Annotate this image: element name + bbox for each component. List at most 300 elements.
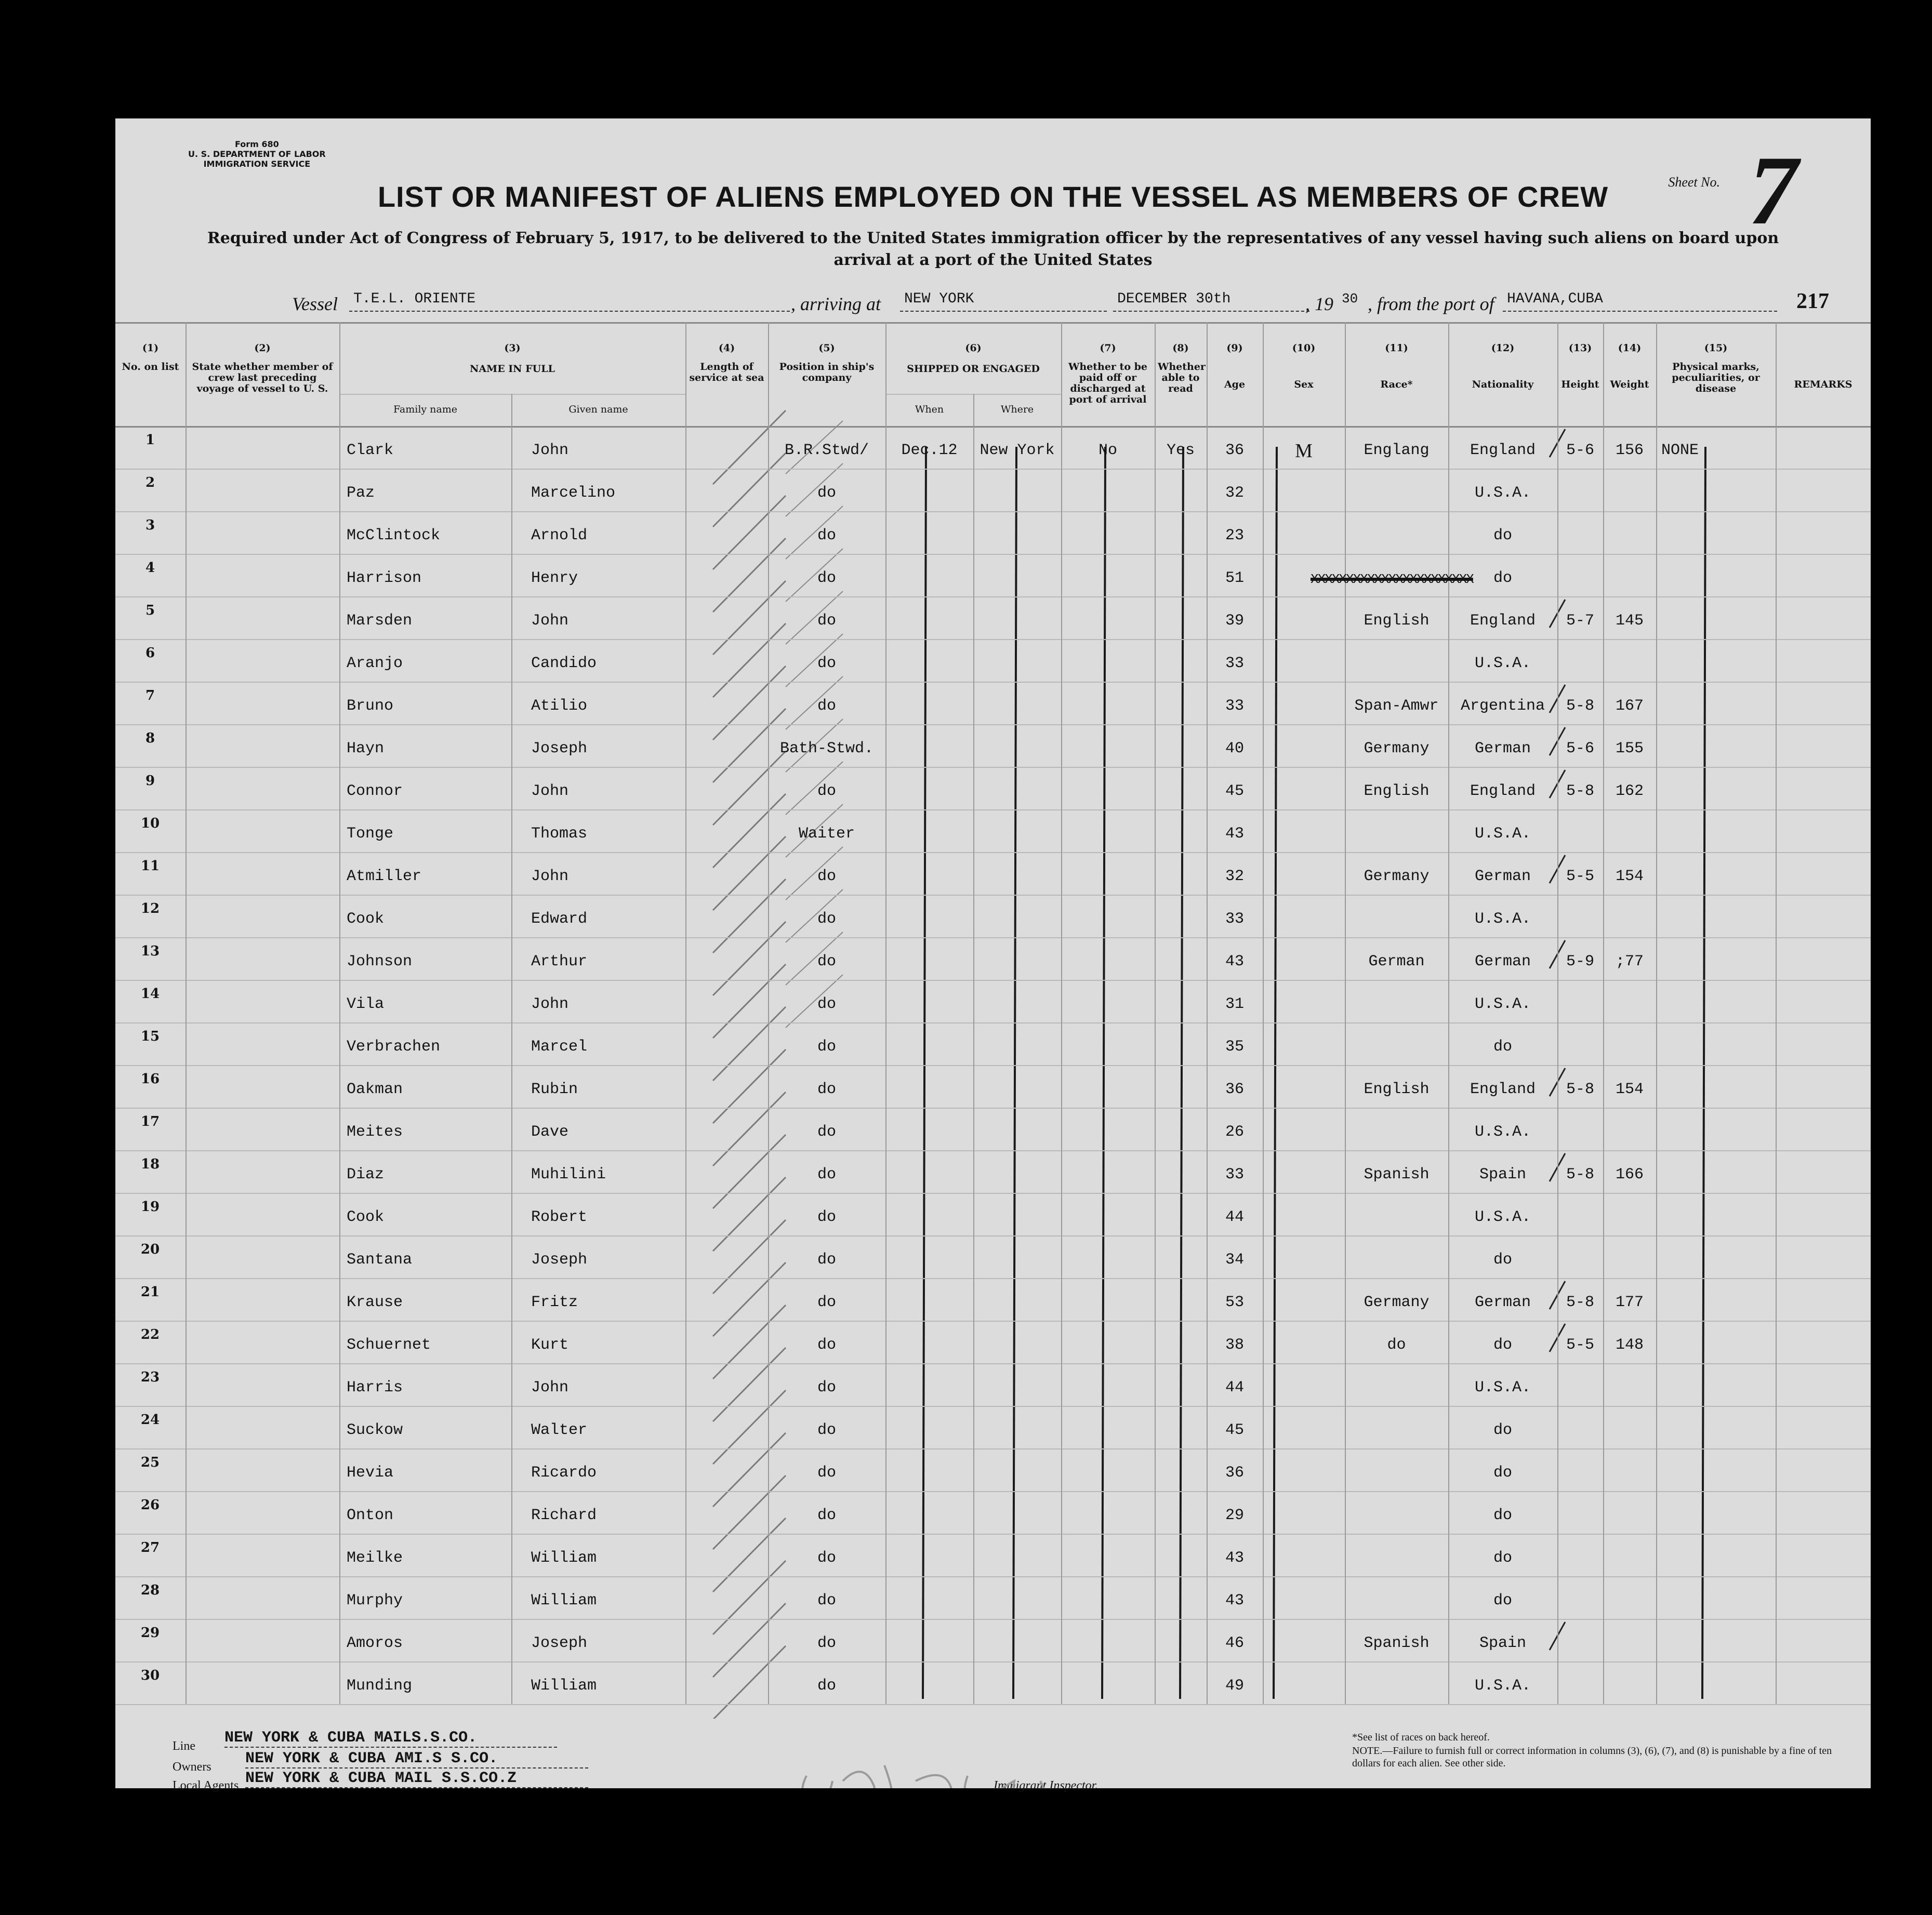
given-name-cell: Richard bbox=[531, 1507, 597, 1524]
table-row bbox=[115, 1065, 1871, 1108]
given-name-cell: Kurt bbox=[531, 1336, 569, 1354]
crew-table bbox=[115, 322, 1871, 1719]
table-row bbox=[115, 852, 1871, 895]
position-cell: do bbox=[817, 1166, 836, 1183]
position-cell: do bbox=[817, 1336, 836, 1354]
race-cell: do bbox=[1387, 1336, 1406, 1354]
position-cell: do bbox=[817, 1379, 836, 1397]
family-name-cell: Connor bbox=[347, 782, 403, 800]
given-name-cell: William bbox=[531, 1592, 597, 1610]
age-cell: 44 bbox=[1225, 1379, 1244, 1397]
line-label: Line bbox=[173, 1739, 195, 1753]
nationality-cell: do bbox=[1493, 1464, 1512, 1482]
age-cell: 43 bbox=[1225, 953, 1244, 970]
table-row bbox=[115, 1150, 1871, 1193]
nationality-cell: U.S.A. bbox=[1474, 1379, 1531, 1397]
column-subheader: Family name bbox=[393, 404, 457, 415]
position-cell: Bath-Stwd. bbox=[779, 740, 874, 757]
nationality-cell: Spain bbox=[1479, 1634, 1526, 1652]
weight-cell: 148 bbox=[1615, 1336, 1644, 1354]
column-number: (12) bbox=[1491, 342, 1515, 354]
position-cell: do bbox=[817, 1251, 836, 1269]
row-number: 6 bbox=[145, 645, 155, 661]
year-suffix: 30 bbox=[1342, 291, 1358, 307]
when-cell: Dec.12 bbox=[901, 442, 958, 459]
column-header: Position in ship's company bbox=[779, 361, 875, 383]
family-name-cell: Aranjo bbox=[347, 655, 403, 672]
column-number: (4) bbox=[718, 342, 735, 354]
given-name-cell: Joseph bbox=[531, 740, 588, 757]
given-name-cell: Joseph bbox=[531, 1251, 588, 1269]
sheet-label: Sheet No. bbox=[1668, 175, 1720, 190]
age-cell: 43 bbox=[1225, 1592, 1244, 1610]
column-number: (11) bbox=[1385, 342, 1408, 354]
age-cell: 38 bbox=[1225, 1336, 1244, 1354]
table-row bbox=[115, 1619, 1871, 1661]
manifest-sheet bbox=[115, 118, 1871, 1792]
age-cell: 23 bbox=[1225, 527, 1244, 544]
table-row bbox=[115, 554, 1871, 596]
column-header: REMARKS bbox=[1794, 379, 1852, 390]
race-cell: English bbox=[1364, 612, 1430, 630]
row-number: 30 bbox=[140, 1668, 160, 1683]
physical-marks-cell: NONE bbox=[1661, 442, 1699, 459]
table-row bbox=[115, 937, 1871, 980]
weight-cell: 154 bbox=[1615, 1081, 1644, 1098]
row-number: 3 bbox=[145, 517, 155, 533]
nationality-cell: U.S.A. bbox=[1474, 655, 1531, 672]
weight-cell: 177 bbox=[1615, 1294, 1644, 1311]
family-name-cell: Cook bbox=[347, 910, 385, 928]
age-cell: 34 bbox=[1225, 1251, 1244, 1269]
column-header: No. on list bbox=[122, 361, 179, 373]
nationality-cell: U.S.A. bbox=[1474, 1677, 1531, 1695]
given-name-cell: John bbox=[531, 868, 569, 885]
table-row bbox=[115, 1321, 1871, 1363]
row-number: 23 bbox=[140, 1369, 160, 1385]
column-number: (5) bbox=[818, 342, 835, 354]
column-number: (7) bbox=[1100, 342, 1116, 354]
age-cell: 33 bbox=[1225, 1166, 1244, 1183]
position-cell: do bbox=[817, 995, 836, 1013]
family-name-cell: Munding bbox=[347, 1677, 413, 1695]
age-cell: 26 bbox=[1225, 1123, 1244, 1141]
penalty-note: NOTE.—Failure to furnish full or correct information in columns (3), (6), (7), and (8) is punishable by a fine of ten dollars for each alien. See other side. bbox=[1352, 1745, 1832, 1769]
given-name-cell: John bbox=[531, 1379, 569, 1397]
table-row bbox=[115, 1534, 1871, 1576]
family-name-cell: Amoros bbox=[347, 1634, 403, 1652]
from-port: HAVANA,CUBA bbox=[1503, 291, 1777, 312]
family-name-cell: Hevia bbox=[347, 1464, 394, 1482]
age-cell: 51 bbox=[1225, 569, 1244, 587]
nationality-cell: England bbox=[1470, 782, 1536, 800]
nationality-cell: England bbox=[1470, 612, 1536, 630]
column-subheader: Given name bbox=[568, 404, 628, 415]
nationality-cell: Argentina bbox=[1460, 697, 1545, 715]
position-cell: do bbox=[817, 612, 836, 630]
column-number: (3) bbox=[504, 342, 521, 354]
age-cell: 29 bbox=[1225, 1507, 1244, 1524]
owners-value: NEW YORK & CUBA AMI.S S.CO. bbox=[245, 1750, 588, 1768]
given-name-cell: Marcelino bbox=[531, 484, 616, 502]
given-name-cell: Henry bbox=[531, 569, 578, 587]
given-name-cell: Muhilini bbox=[531, 1166, 606, 1183]
given-name-cell: Atilio bbox=[531, 697, 588, 715]
column-number: (14) bbox=[1618, 342, 1642, 354]
family-name-cell: Meilke bbox=[347, 1549, 403, 1567]
row-number: 17 bbox=[140, 1114, 160, 1129]
given-name-cell: Arthur bbox=[531, 953, 588, 970]
family-name-cell: Tonge bbox=[347, 825, 394, 843]
column-header: Race* bbox=[1380, 379, 1413, 390]
height-cell: 5-8 bbox=[1566, 782, 1594, 800]
age-cell: 49 bbox=[1225, 1677, 1244, 1695]
department-name: U. S. DEPARTMENT OF LABOR bbox=[188, 149, 326, 159]
age-cell: 33 bbox=[1225, 655, 1244, 672]
row-number: 11 bbox=[140, 858, 160, 874]
height-cell: 5-6 bbox=[1566, 740, 1594, 757]
name-subrule bbox=[339, 394, 685, 395]
nationality-cell: do bbox=[1493, 1336, 1512, 1354]
nationality-cell: U.S.A. bbox=[1474, 825, 1531, 843]
given-name-cell: Marcel bbox=[531, 1038, 588, 1056]
position-cell: do bbox=[817, 1592, 836, 1610]
column-header: Nationality bbox=[1472, 379, 1534, 390]
family-name-cell: Harris bbox=[347, 1379, 403, 1397]
row-number: 25 bbox=[140, 1455, 160, 1470]
row-number: 16 bbox=[140, 1071, 160, 1087]
family-name-cell: Krause bbox=[347, 1294, 403, 1311]
height-cell: 5-6 bbox=[1566, 442, 1594, 459]
given-name-cell: John bbox=[531, 442, 569, 459]
nationality-cell: U.S.A. bbox=[1474, 910, 1531, 928]
nationality-cell: Spain bbox=[1479, 1166, 1526, 1183]
position-cell: do bbox=[817, 1038, 836, 1056]
table-row bbox=[115, 426, 1871, 469]
column-number: (2) bbox=[254, 342, 271, 354]
weight-cell: 166 bbox=[1615, 1166, 1644, 1183]
given-name-cell: Ricardo bbox=[531, 1464, 597, 1482]
family-name-cell: Onton bbox=[347, 1507, 394, 1524]
family-name-cell: Marsden bbox=[347, 612, 413, 630]
page-number: 217 bbox=[1796, 289, 1829, 313]
height-cell: 5-5 bbox=[1566, 868, 1594, 885]
line-value: NEW YORK & CUBA MAILS.S.CO. bbox=[224, 1729, 557, 1748]
position-cell: do bbox=[817, 953, 836, 970]
row-number: 22 bbox=[140, 1327, 160, 1342]
table-row bbox=[115, 1022, 1871, 1065]
column-number: (10) bbox=[1292, 342, 1316, 354]
family-name-cell: Paz bbox=[347, 484, 375, 502]
family-name-cell: Santana bbox=[347, 1251, 413, 1269]
family-name-cell: Schuernet bbox=[347, 1336, 431, 1354]
row-number: 20 bbox=[140, 1242, 160, 1257]
height-cell: 5-8 bbox=[1566, 1294, 1594, 1311]
table-row bbox=[115, 596, 1871, 639]
height-cell: 5-8 bbox=[1566, 1081, 1594, 1098]
table-row bbox=[115, 1406, 1871, 1448]
table-row bbox=[115, 1661, 1871, 1704]
given-name-cell: Edward bbox=[531, 910, 588, 928]
weight-cell: 167 bbox=[1615, 697, 1644, 715]
age-cell: 44 bbox=[1225, 1208, 1244, 1226]
nationality-cell: U.S.A. bbox=[1474, 995, 1531, 1013]
nationality-cell: U.S.A. bbox=[1474, 1123, 1531, 1141]
weight-cell: 162 bbox=[1615, 782, 1644, 800]
given-name-cell: Robert bbox=[531, 1208, 588, 1226]
given-name-cell: Walter bbox=[531, 1421, 588, 1439]
position-cell: do bbox=[817, 1677, 836, 1695]
position-cell: do bbox=[817, 1507, 836, 1524]
race-cell: Englang bbox=[1364, 442, 1430, 459]
age-cell: 31 bbox=[1225, 995, 1244, 1013]
age-cell: 35 bbox=[1225, 1038, 1244, 1056]
family-name-cell: Harrison bbox=[347, 569, 422, 587]
row-number: 2 bbox=[145, 475, 155, 490]
position-cell: do bbox=[817, 782, 836, 800]
weight-cell: 154 bbox=[1615, 868, 1644, 885]
page-subtitle: Required under Act of Congress of February 5, 1917, to be delivered to the United States immigration officer by the representatives of any vessel having such aliens on board upon arrival at a port of the United States bbox=[207, 229, 1779, 269]
row-number: 8 bbox=[145, 730, 155, 746]
nationality-cell: England bbox=[1470, 1081, 1536, 1098]
given-name-cell: John bbox=[531, 782, 569, 800]
row-number: 7 bbox=[145, 688, 155, 703]
position-cell: do bbox=[817, 1081, 836, 1098]
sheet-number: 7 bbox=[1749, 136, 1798, 245]
nationality-cell: German bbox=[1474, 1294, 1531, 1311]
age-cell: 40 bbox=[1225, 740, 1244, 757]
family-name-cell: Atmiller bbox=[347, 868, 422, 885]
nationality-cell: do bbox=[1493, 1421, 1512, 1439]
column-header: Age bbox=[1224, 379, 1246, 390]
given-name-cell: John bbox=[531, 612, 569, 630]
height-cell: 5-5 bbox=[1566, 1336, 1594, 1354]
row-number: 10 bbox=[140, 816, 160, 831]
age-cell: 36 bbox=[1225, 442, 1244, 459]
table-top-rule bbox=[115, 322, 1871, 324]
table-row bbox=[115, 1193, 1871, 1235]
nationality-cell: do bbox=[1493, 527, 1512, 544]
given-name-cell: William bbox=[531, 1677, 597, 1695]
given-name-cell: Thomas bbox=[531, 825, 588, 843]
age-cell: 53 bbox=[1225, 1294, 1244, 1311]
where-cell: New York bbox=[980, 442, 1055, 459]
column-number: (9) bbox=[1226, 342, 1243, 354]
family-name-cell: McClintock bbox=[347, 527, 441, 544]
column-number: (6) bbox=[965, 342, 982, 354]
given-name-cell: Dave bbox=[531, 1123, 569, 1141]
table-row bbox=[115, 1278, 1871, 1321]
family-name-cell: Vila bbox=[347, 995, 385, 1013]
family-name-cell: Meites bbox=[347, 1123, 403, 1141]
form-identifier bbox=[188, 139, 326, 169]
race-cell: English bbox=[1364, 1081, 1430, 1098]
paid-off-cell: No bbox=[1098, 442, 1117, 459]
able-to-read-cell: Yes bbox=[1166, 442, 1195, 459]
column-number: (15) bbox=[1704, 342, 1728, 354]
column-header: Height bbox=[1561, 379, 1599, 390]
height-cell: 5-7 bbox=[1566, 612, 1594, 630]
race-cell: German bbox=[1368, 953, 1425, 970]
height-cell: 5-9 bbox=[1566, 953, 1594, 970]
table-row bbox=[115, 895, 1871, 937]
form-number: Form 680 bbox=[234, 139, 279, 149]
nationality-cell: do bbox=[1493, 569, 1512, 587]
table-row bbox=[115, 1491, 1871, 1534]
row-number: 21 bbox=[140, 1284, 160, 1300]
table-row bbox=[115, 809, 1871, 852]
given-name-cell: Candido bbox=[531, 655, 597, 672]
column-header: SHIPPED OR ENGAGED bbox=[907, 363, 1040, 375]
given-name-cell: John bbox=[531, 995, 569, 1013]
position-cell: do bbox=[817, 1549, 836, 1567]
column-header: State whether member of crew last preceding voyage of vessel to U. S. bbox=[192, 361, 333, 394]
position-cell: do bbox=[817, 655, 836, 672]
nationality-cell: U.S.A. bbox=[1474, 484, 1531, 502]
height-cell: 5-8 bbox=[1566, 1166, 1594, 1183]
position-cell: do bbox=[817, 1123, 836, 1141]
table-row bbox=[115, 1235, 1871, 1278]
struck-entry: XXXXXXXXXXXXXXXXXXXXXXX bbox=[1311, 571, 1473, 587]
family-name-cell: Murphy bbox=[347, 1592, 403, 1610]
age-cell: 45 bbox=[1225, 1421, 1244, 1439]
race-cell: Germany bbox=[1364, 1294, 1430, 1311]
position-cell: B.R.Stwd/ bbox=[784, 442, 869, 459]
age-cell: 43 bbox=[1225, 1549, 1244, 1567]
nationality-cell: do bbox=[1493, 1592, 1512, 1610]
table-row bbox=[115, 1108, 1871, 1150]
row-number: 18 bbox=[140, 1156, 160, 1172]
nationality-cell: do bbox=[1493, 1251, 1512, 1269]
row-number: 12 bbox=[140, 901, 160, 916]
voyage-line bbox=[292, 291, 1778, 318]
column-number: (8) bbox=[1172, 342, 1189, 354]
given-name-cell: William bbox=[531, 1549, 597, 1567]
footer bbox=[115, 1729, 1871, 1792]
column-subheader: When bbox=[915, 404, 944, 415]
row-number: 4 bbox=[145, 560, 155, 576]
table-row bbox=[115, 511, 1871, 554]
row-number: 5 bbox=[145, 603, 155, 618]
position-cell: do bbox=[817, 868, 836, 885]
row-number: 28 bbox=[140, 1582, 160, 1598]
row-number: 13 bbox=[140, 943, 160, 959]
race-cell: Germany bbox=[1364, 868, 1430, 885]
column-subheader: Where bbox=[1000, 404, 1034, 415]
row-number: 1 bbox=[145, 432, 155, 448]
family-name-cell: Hayn bbox=[347, 740, 385, 757]
table-row bbox=[115, 724, 1871, 767]
family-name-cell: Diaz bbox=[347, 1166, 385, 1183]
row-number: 26 bbox=[140, 1497, 160, 1513]
agents-value: NEW YORK & CUBA MAIL S.S.CO.Z bbox=[245, 1770, 588, 1788]
given-name-cell: Fritz bbox=[531, 1294, 578, 1311]
owners-label: Owners bbox=[173, 1760, 211, 1774]
nationality-cell: do bbox=[1493, 1549, 1512, 1567]
from-port-label: , from the port of bbox=[1368, 294, 1494, 314]
table-row bbox=[115, 469, 1871, 511]
given-name-cell: Arnold bbox=[531, 527, 588, 544]
table-row bbox=[115, 682, 1871, 724]
weight-cell: 156 bbox=[1615, 442, 1644, 459]
position-cell: do bbox=[817, 1208, 836, 1226]
column-header: Whether to be paid off or discharged at port of arrival bbox=[1068, 361, 1147, 405]
row-number: 14 bbox=[140, 986, 160, 1002]
position-cell: do bbox=[817, 1421, 836, 1439]
row-number: 24 bbox=[140, 1412, 160, 1428]
nationality-cell: do bbox=[1493, 1038, 1512, 1056]
nationality-cell: German bbox=[1474, 740, 1531, 757]
sex-cell: M bbox=[1295, 440, 1313, 462]
table-row bbox=[115, 1576, 1871, 1619]
row-number: 29 bbox=[140, 1625, 160, 1641]
family-name-cell: Cook bbox=[347, 1208, 385, 1226]
position-cell: do bbox=[817, 527, 836, 544]
nationality-cell: U.S.A. bbox=[1474, 1208, 1531, 1226]
age-cell: 39 bbox=[1225, 612, 1244, 630]
weight-cell: 145 bbox=[1615, 612, 1644, 630]
family-name-cell: Clark bbox=[347, 442, 394, 459]
service-name: IMMIGRATION SERVICE bbox=[203, 159, 311, 169]
position-cell: Waiter bbox=[798, 825, 855, 843]
weight-cell: 155 bbox=[1615, 740, 1644, 757]
column-header: Length of service at sea bbox=[689, 361, 764, 383]
nationality-cell: German bbox=[1474, 953, 1531, 970]
row-number: 19 bbox=[140, 1199, 160, 1215]
given-name-cell: Joseph bbox=[531, 1634, 588, 1652]
table-row bbox=[115, 639, 1871, 682]
age-cell: 45 bbox=[1225, 782, 1244, 800]
column-number: (13) bbox=[1568, 342, 1592, 354]
position-cell: do bbox=[817, 697, 836, 715]
column-number: (1) bbox=[142, 342, 159, 354]
row-number: 15 bbox=[140, 1029, 160, 1044]
position-cell: do bbox=[817, 910, 836, 928]
year-prefix: , 19 bbox=[1305, 294, 1333, 314]
vessel-label: Vessel bbox=[292, 294, 338, 314]
row-number: 9 bbox=[145, 773, 155, 789]
age-cell: 46 bbox=[1225, 1634, 1244, 1652]
column-header: Sex bbox=[1294, 379, 1314, 390]
vessel-name: T.E.L. ORIENTE bbox=[349, 291, 790, 312]
column-header: Whether able to read bbox=[1158, 361, 1206, 394]
age-cell: 32 bbox=[1225, 484, 1244, 502]
race-cell: English bbox=[1364, 782, 1430, 800]
age-cell: 36 bbox=[1225, 1081, 1244, 1098]
height-cell: 5-8 bbox=[1566, 697, 1594, 715]
family-name-cell: Johnson bbox=[347, 953, 413, 970]
position-cell: do bbox=[817, 1294, 836, 1311]
agents-label: Local Agents bbox=[173, 1779, 239, 1792]
nationality-cell: England bbox=[1470, 442, 1536, 459]
arriving-port: NEW YORK bbox=[900, 291, 1107, 312]
position-cell: do bbox=[817, 484, 836, 502]
nationality-cell: German bbox=[1474, 868, 1531, 885]
position-cell: do bbox=[817, 1634, 836, 1652]
page-title: LIST OR MANIFEST OF ALIENS EMPLOYED ON THE VESSEL AS MEMBERS OF CREW bbox=[377, 180, 1609, 213]
race-cell: Spanish bbox=[1364, 1166, 1430, 1183]
row-rule bbox=[115, 1704, 1871, 1705]
age-cell: 33 bbox=[1225, 697, 1244, 715]
race-cell: Spanish bbox=[1364, 1634, 1430, 1652]
age-cell: 36 bbox=[1225, 1464, 1244, 1482]
family-name-cell: Oakman bbox=[347, 1081, 403, 1098]
table-row bbox=[115, 1448, 1871, 1491]
arrival-date: DECEMBER 30th bbox=[1113, 291, 1309, 312]
position-cell: do bbox=[817, 1464, 836, 1482]
family-name-cell: Bruno bbox=[347, 697, 394, 715]
table-row bbox=[115, 1363, 1871, 1406]
